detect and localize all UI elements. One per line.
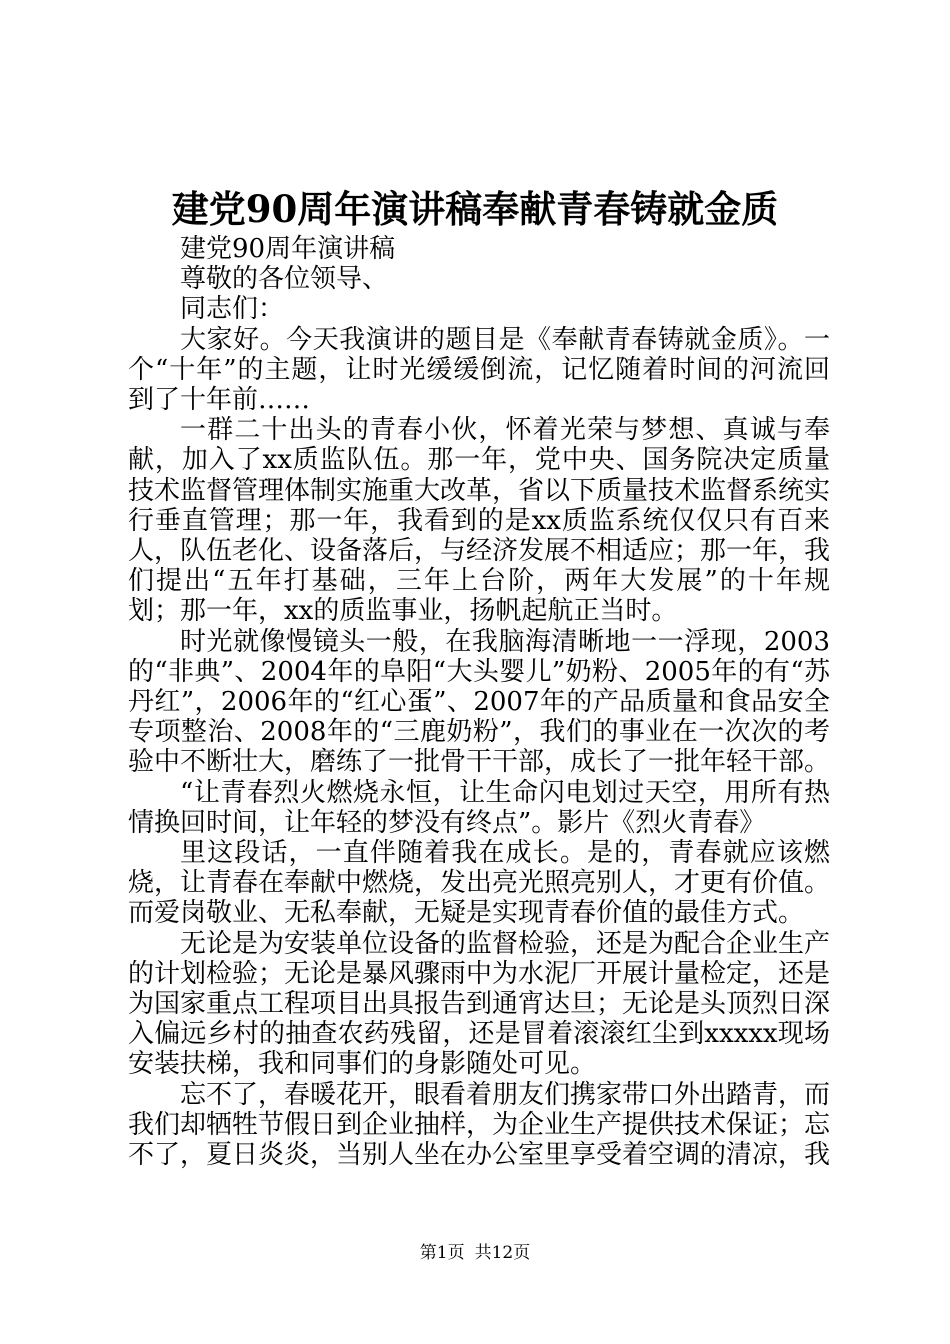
paragraph: 时光就像慢镜头一般，在我脑海清晰地一一浮现，2003的“非典”、2004年的阜阳“大头婴儿”奶粉、2005年的有“苏丹红”，2006年的“红心蛋”、2007年的产品质量和食品安全专项整治、2008年的“三鹿奶粉”，我们的事业在一次次的考验中不断壮大，磨练了一批骨干干部，成长了一批年轻干部。: [128, 626, 831, 778]
paragraph: “让青春烈火燃烧永恒，让生命闪电划过天空，用所有热情换回时间，让年轻的梦没有终点”。影片《烈火青春》: [128, 777, 830, 838]
paragraph: 里这段话，一直伴随着我在成长。是的，青春就应该燃烧，让青春在奉献中燃烧，发出亮光照亮别人，才更有价值。而爱岗敬业、无私奉献，无疑是实现青春价值的最佳方式。: [128, 838, 831, 929]
document-title: 建党90周年演讲稿奉献青春铸就金质: [171, 187, 779, 231]
paragraph: 忘不了，春暖花开，眼看着朋友们携家带口外出踏青，而我们却牺牲节假日到企业抽样，为企业生产提供技术保证；忘不了，夏日炎炎，当别人坐在办公室里享受着空调的清凉，我: [128, 1079, 831, 1171]
paragraph: 无论是为安装单位设备的监督检验，还是为配合企业生产的计划检验；无论是暴风骤雨中为水泥厂开展计量检定，还是为国家重点工程项目出具报告到通宵达旦；无论是头顶烈日深入偏远乡村的抽查农药残留，还是冒着滚滚红尘到xxxxx现场安装扶梯，我和同事们的身影随处可见。: [128, 928, 831, 1080]
document-body: [128, 234, 830, 1170]
paragraph: 建党90周年演讲稿: [180, 234, 396, 264]
page-number: 第1页: [419, 1243, 465, 1263]
page-total: 共12页: [474, 1243, 531, 1263]
paragraph: 尊敬的各位领导、: [180, 264, 389, 295]
paragraph: 一群二十出头的青春小伙，怀着光荣与梦想、真诚与奉献，加入了xx质监队伍。那一年，党中央、国务院决定质量技术监督管理体制实施重大改革，省以下质量技术监督系统实行垂直管理；那一年，我看到的是xx质监系统仅仅只有百来人，队伍老化、设备落后，与经济发展不相适应；那一年，我们提出“五年打基础，三年上台阶，两年大发展”的十年规划；那一年，xx的质监事业，扬帆起航正当时。: [128, 415, 831, 627]
page-footer: [0, 1241, 950, 1265]
paragraph: 大家好。今天我演讲的题目是《奉献青春铸就金质》。一个“十年”的主题，让时光缓缓倒流，记忆随着时间的河流回到了十年前……: [128, 324, 830, 416]
paragraph: 同志们：: [180, 294, 285, 325]
